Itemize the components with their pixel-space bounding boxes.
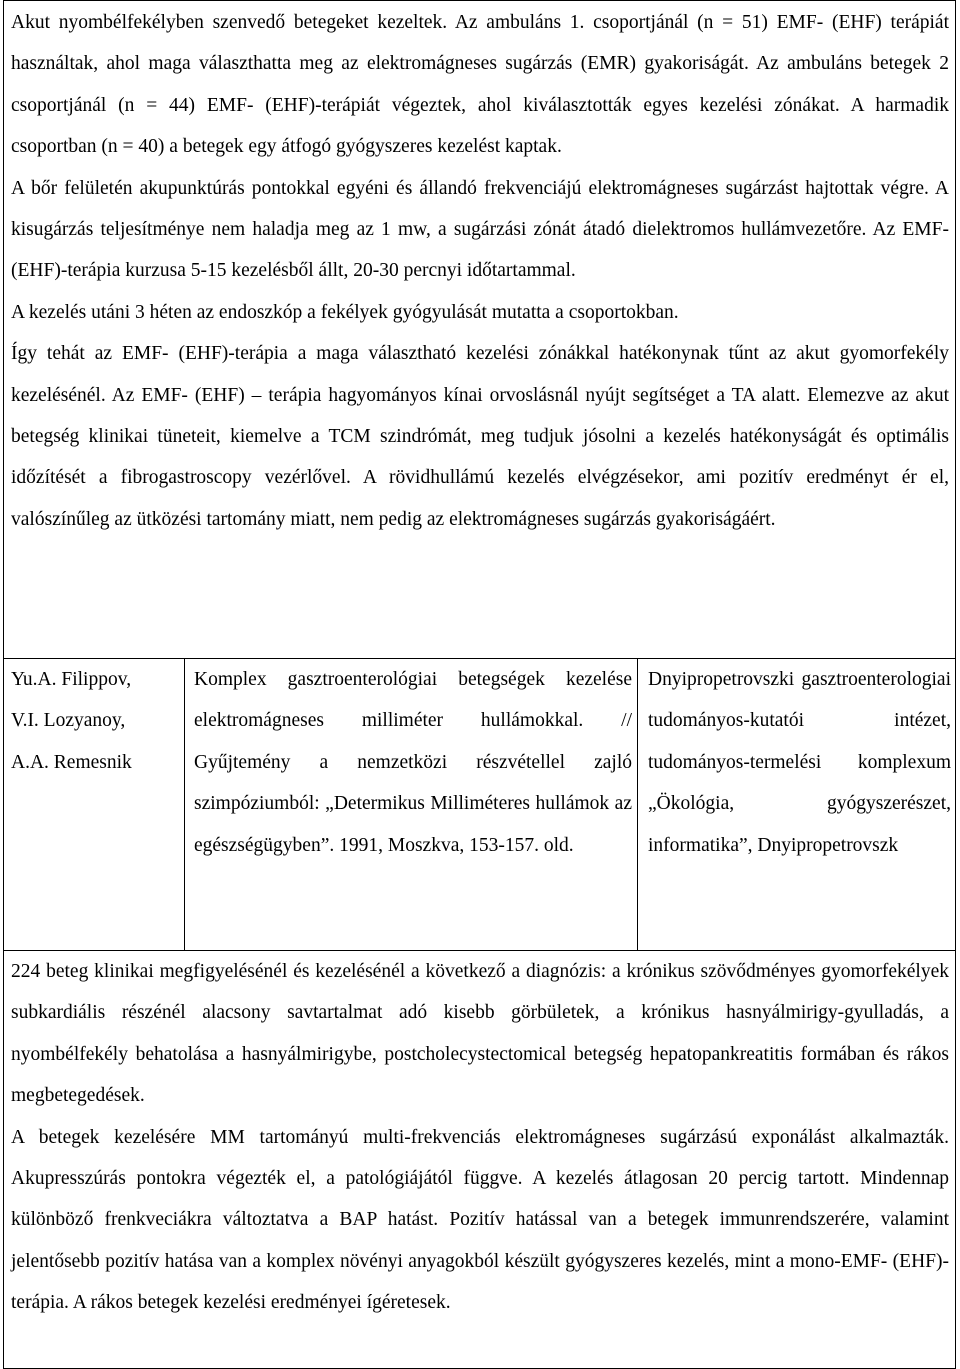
author-name: V.I. Lozyanoy, — [11, 710, 126, 732]
author-name: A.A. Remesnik — [11, 751, 132, 773]
paragraph-treatment: A betegek kezelésére MM tartományú multi-frekvenciás elektromágneses sugárzású exponálást alkalmazták. Akupresszúrás pontokra végezték el, a patológiájától függve. A kezelés átlagosan 20 percig tartott. Mindennap különböző frenkveciákra változtatva a BAP hatást. Pozitív hatással van a betegek immunrendszerére, valamint jelentősebb pozitív hatása van a komplex növényi anyagokból készült gyógyszeres kezelés, mint a mono-EMF- (EHF)-terápia. A rákos betegek kezelési eredményei ígéretesek. — [11, 1126, 949, 1314]
paragraph-diagnosis: 224 beteg klinikai megfigyelésénél és kezelésénél a következő a diagnózis: a krónikus szövődményes gyomorfekélyek subkardiális részénél alacsony savtartalmat adó kisebb görbületek, a krónikus hasnyálmirigy-gyulladás, a nyombélfekély behatolása a hasnyálmirigybe, postcholecystectomical betegség hepatopankreatitis formában és rákos megbetegedések. — [11, 961, 949, 1107]
reference-institution-cell — [637, 659, 955, 950]
reference-authors-cell — [4, 659, 184, 950]
reference-institution: Dnyipropetrovszki gasztroenterologiai tudományos-kutatói intézet, tudományos-termelési komplexum „Ökológia, gyógyszerészet, informatika”, Dnyipropetrovszk — [648, 669, 951, 856]
paragraph-conclusion: Így tehát az EMF- (EHF)-terápia a maga választható kezelési zónákkal hatékonynak tűnt az akut gyomorfekély kezelésénél. Az EMF- (EHF) – terápia hagyományos kínai orvoslásnál nyújt segítséget a TA alatt. Elemezve az akut betegség klinikai tüneteit, kiemelve a TCM szindrómát, meg tudjuk jósolni a kezelés hatékonyságát és optimális időzítését a fibrogastroscopy vezérlővel. A rövidhullámú kezelés elvégzésekor, ami pozitív eredményt ér el, valószínűleg az ütközési tartomány miatt, nem pedig az elektromágneses sugárzás gyakoriságáért. — [11, 343, 949, 530]
reference-row — [3, 658, 956, 950]
paragraph-method: A bőr felületén akupunktúrás pontokkal egyéni és állandó frekvenciájú elektromágneses sugárzást hajtottak végre. A kisugárzás teljesítménye nem haladja meg az 1 mw, a sugárzási zónát átadó dielektromos hullámvezetőre. Az EMF- (EHF)-terápia kurzusa 5-15 kezelésből állt, 20-30 percnyi időtartammal. — [11, 177, 949, 282]
paragraph-results: A kezelés utáni 3 héten az endoszkóp a fekélyek gyógyulását mutatta a csoportokban. — [11, 301, 679, 323]
reference-title: Komplex gasztroenterológiai betegségek kezelése elektromágneses milliméter hullámokkal. // Gyűjtemény a nemzetközi részvétellel zajló szimpóziumból: „Determikus Milliméteres hullámok az egészségügyben”. 1991, Moszkva, 153-157. old. — [194, 669, 632, 856]
reference-title-cell — [184, 659, 637, 950]
bottom-text-block — [3, 950, 956, 1369]
top-text-block — [3, 0, 956, 658]
author-name: Yu.A. Filippov, — [11, 669, 132, 690]
paragraph-treatment-groups: Akut nyombélfekélyben szenvedő betegeket kezeltek. Az ambuláns 1. csoportjánál (n = 51) EMF- (EHF) terápiát használtak, ahol maga választhatta meg az elektromágneses sugárzás (EMR) gyakoriságát. Az ambuláns betegek 2 csoportjánál (n = 44) EMF- (EHF)-terápiát végeztek, ahol kiválasztották egyes kezelési zónákat. A harmadik csoportban (n = 40) a betegek egy átfogó gyógyszeres kezelést kaptak. — [11, 12, 949, 158]
